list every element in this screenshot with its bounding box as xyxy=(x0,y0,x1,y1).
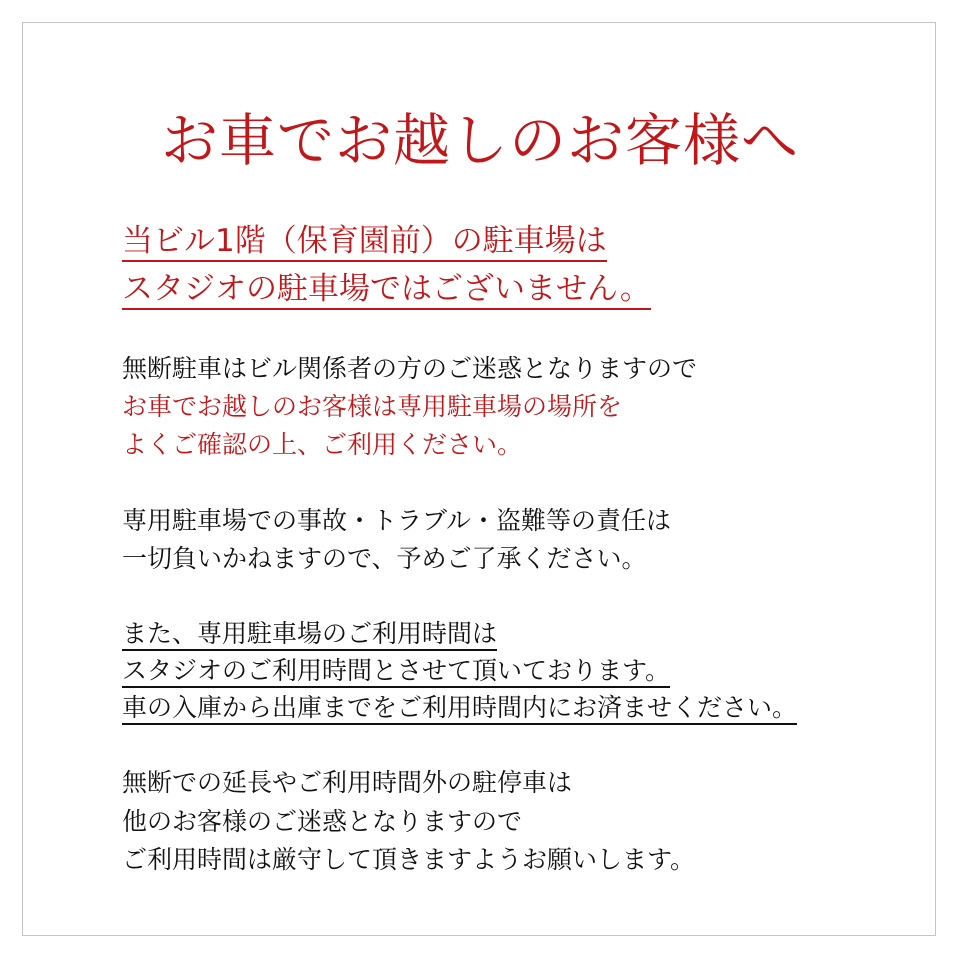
para2-line-1: 専用駐車場での事故・トラブル・盗難等の責任は xyxy=(122,506,672,535)
notice-line-2-text: スタジオの駐車場ではございません。 xyxy=(122,271,651,310)
para3-line-3 xyxy=(122,691,797,725)
para2-line-2: 一切負いかねますので、予めご了承ください。 xyxy=(122,544,647,573)
para3-line-2 xyxy=(122,654,670,688)
notice-line-2 xyxy=(122,269,651,309)
notice-title: お車でお越しのお客様へ xyxy=(161,108,799,174)
para1-line-3: よくご確認の上、ご利用ください。 xyxy=(122,430,523,459)
para4-line-2: 他のお客様のご迷惑となりますので xyxy=(122,807,523,836)
para3-line-3-text: 車の入庫から出庫までをご利用時間内にお済ませください。 xyxy=(122,693,797,725)
para3-line-1-text: また、専用駐車場のご利用時間は xyxy=(122,619,497,651)
para3-line-2-text: スタジオのご利用時間とさせて頂いております。 xyxy=(122,656,670,688)
para1-line-1: 無断駐車はビル関係者の方のご迷惑となりますので xyxy=(122,354,698,383)
notice-line-1 xyxy=(122,221,607,261)
notice-line-1-text: 当ビル1階（保育園前）の駐車場は xyxy=(122,223,607,262)
para1-line-2: お車でお越しのお客様は専用駐車場の場所を xyxy=(122,392,623,421)
para3-line-1 xyxy=(122,617,497,651)
para4-line-1: 無断での延長やご利用時間外の駐停車は xyxy=(122,768,573,797)
para4-line-3: ご利用時間は厳守して頂きますようお願いします。 xyxy=(122,845,696,874)
